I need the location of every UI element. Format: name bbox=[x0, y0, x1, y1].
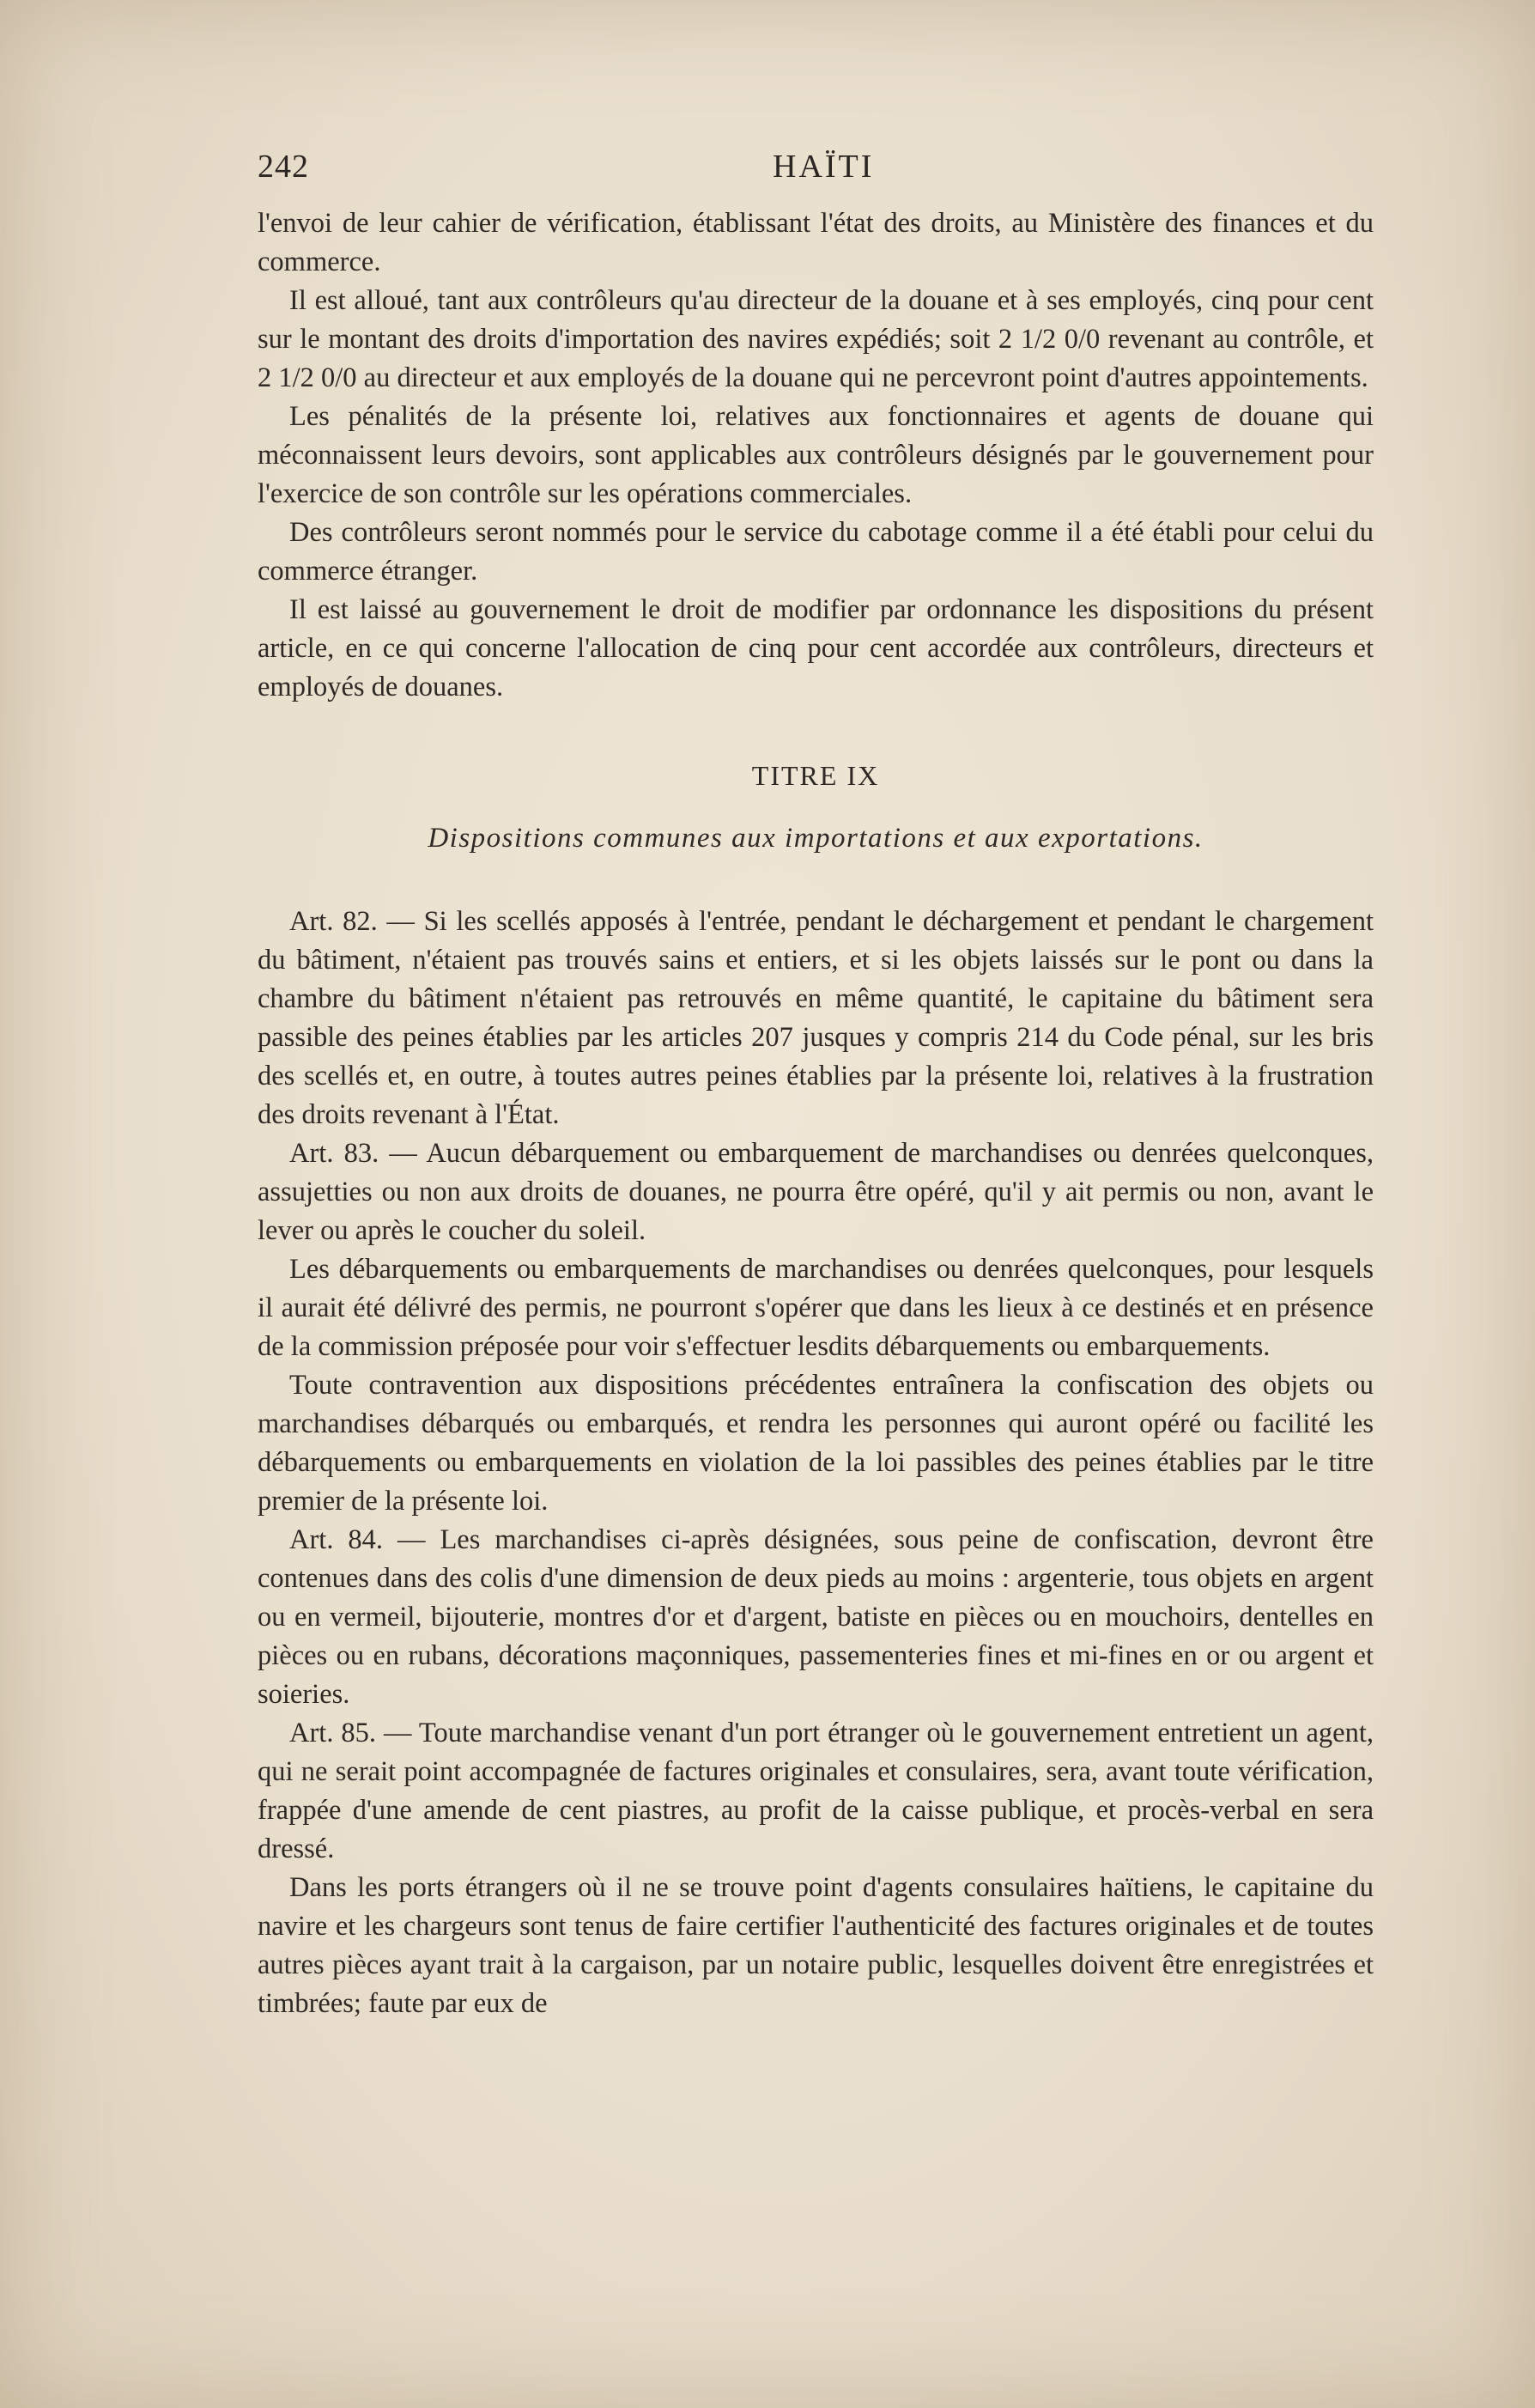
section-title: TITRE IX bbox=[751, 760, 880, 791]
page-number: 242 bbox=[258, 149, 309, 185]
paragraph: Les pénalités de la présente loi, relatives aux fonctionnaires et agents de douane qui méconnaissent leurs devoirs, sont applicables aux contrôleurs désignés par le gouvernement pour l'exercice de son contrôle sur les opérations commerciales. bbox=[258, 401, 1374, 509]
article-paragraph: Art. 83. — Aucun débarquement ou embarquement de marchandises ou denrées quelconques, assujetties ou non aux droits de douanes, ne pourra être opéré, qu'il y ait permis ou non, avant le lever ou après le coucher du soleil. bbox=[258, 1138, 1374, 1246]
article-paragraph: Art. 85. — Toute marchandise venant d'un port étranger où le gouvernement entretient un agent, qui ne serait point accompagnée de factures originales et consulaires, sera, avant toute vérification, frappée d'une amende de cent piastres, au profit de la caisse publique, et procès-verbal en sera dressé. bbox=[258, 1718, 1374, 1864]
running-title: HAÏTI bbox=[773, 149, 875, 185]
page-header bbox=[258, 148, 1374, 199]
paragraph: l'envoi de leur cahier de vérification, établissant l'état des droits, au Ministère des finances et du commerce. bbox=[258, 208, 1374, 277]
article-paragraph: Art. 82. — Si les scellés apposés à l'entrée, pendant le déchargement et pendant le chargement du bâtiment, n'étaient pas trouvés sains et entiers, et si les objets laissés sur le pont ou dans la chambre du bâtiment n'étaient pas retrouvés en même quantité, le capitaine du bâtiment sera passible des peines établies par les articles 207 jusques y compris 214 du Code pénal, sur les bris des scellés et, en outre, à toutes autres peines établies par la présente loi, relatives à la frustration des droits revenant à l'État. bbox=[258, 906, 1374, 1130]
paragraph: Dans les ports étrangers où il ne se trouve point d'agents consulaires haïtiens, le capitaine du navire et les chargeurs sont tenus de faire certifier l'authenticité des factures originales et de toutes autres pièces ayant trait à la cargaison, par un notaire public, lesquelles doivent être enregistrées et timbrées; faute par eux de bbox=[258, 1872, 1374, 2019]
section-subtitle: Dispositions communes aux importations et aux exportations. bbox=[428, 823, 1204, 854]
paragraph: Il est laissé au gouvernement le droit de modifier par ordonnance les dispositions du présent article, en ce qui concerne l'allocation de cinq pour cent accordée aux contrôleurs, directeurs et employés de douanes. bbox=[258, 594, 1374, 702]
paragraph: Toute contravention aux dispositions précédentes entraînera la confiscation des objets ou marchandises débarqués ou embarqués, et rendra les personnes qui auront opéré ou facilité les débarquements ou embarquements en violation de la loi passibles des peines établies par le titre premier de la présente loi. bbox=[258, 1370, 1374, 1517]
article-paragraph: Art. 84. — Les marchandises ci-après désignées, sous peine de confiscation, devront être contenues dans des colis d'une dimension de deux pieds au moins : argenterie, tous objets en argent ou en vermeil, bijouterie, montres d'or et d'argent, batiste en pièces ou en mouchoirs, dentelles en pièces ou en rubans, décorations maçonniques, passementeries fines et mi-fines en or ou argent et soieries. bbox=[258, 1524, 1374, 1710]
body-text bbox=[258, 204, 1374, 2023]
paragraph: Il est alloué, tant aux contrôleurs qu'au directeur de la douane et à ses employés, cinq pour cent sur le montant des droits d'importation des navires expédiés; soit 2 1/2 0/0 revenant au contrôle, et 2 1/2 0/0 au directeur et aux employés de la douane qui ne percevront point d'autres appointements. bbox=[258, 285, 1374, 393]
paragraph: Des contrôleurs seront nommés pour le service du cabotage comme il a été établi pour celui du commerce étranger. bbox=[258, 517, 1374, 587]
paragraph: Les débarquements ou embarquements de marchandises ou denrées quelconques, pour lesquels il aurait été délivré des permis, ne pourront s'opérer que dans les lieux à ce destinés et en présence de la commission préposée pour voir s'effectuer lesdits débarquements ou embarquements. bbox=[258, 1254, 1374, 1362]
